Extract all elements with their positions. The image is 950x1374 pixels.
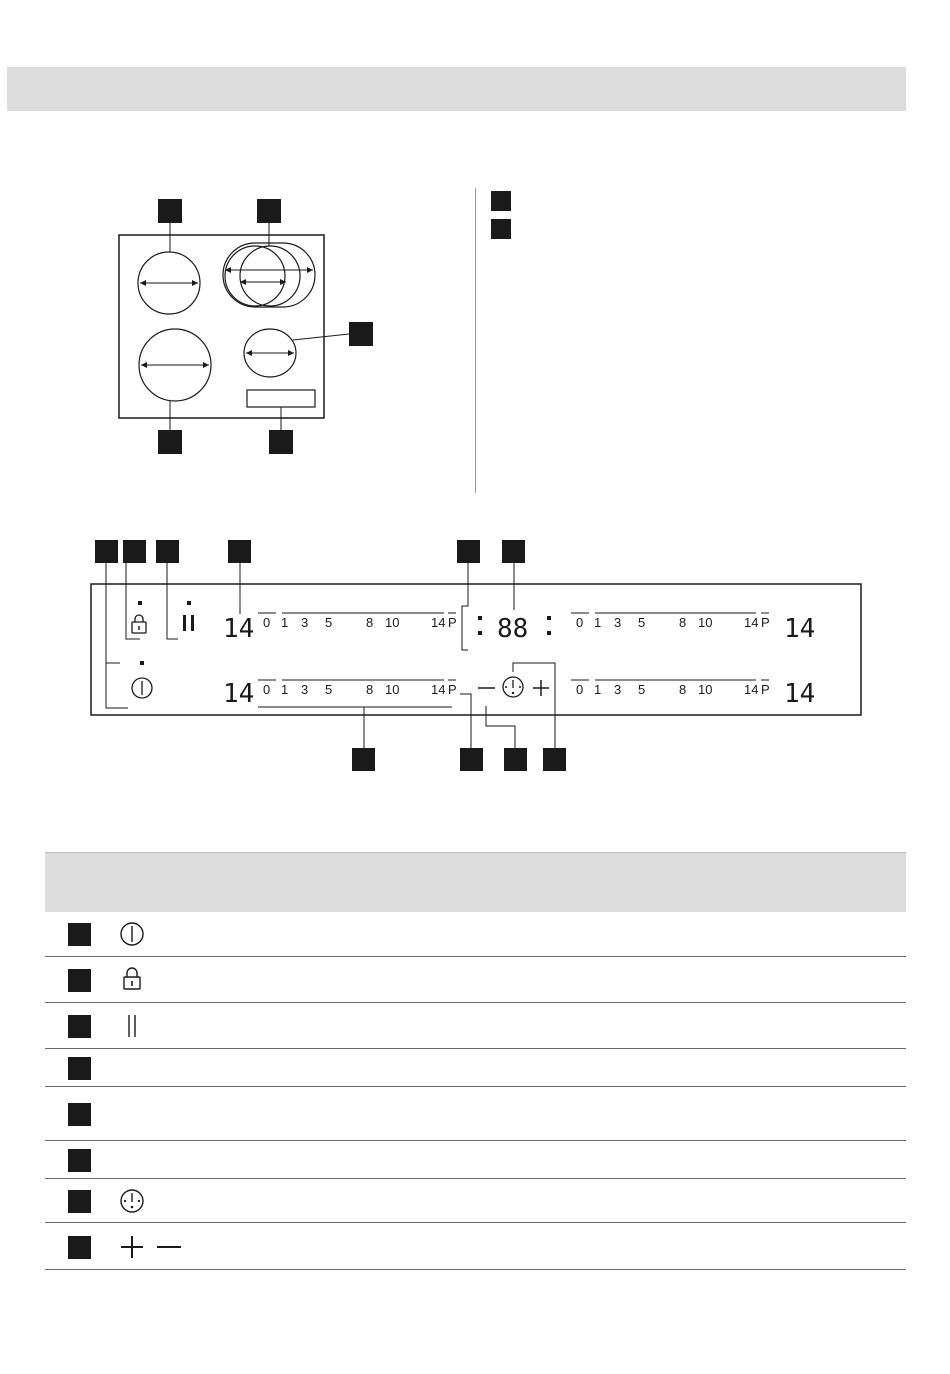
- scale-tick-rear-left-2: 3: [301, 615, 309, 630]
- p-label-rear-left: P: [448, 615, 457, 630]
- power-indicator-dot: [140, 661, 144, 665]
- legend-square-2: [491, 219, 511, 239]
- panel-callout-3: [156, 540, 179, 563]
- row-number-square: [68, 1015, 91, 1038]
- timer-display: [478, 614, 551, 644]
- scale-tick-rear-right-5: 10: [698, 615, 713, 630]
- panel-callout-5: [457, 540, 480, 563]
- legend-square-1: [491, 191, 511, 211]
- pause-indicator-dot: [187, 601, 191, 605]
- callout-2: [257, 199, 281, 223]
- scale-tick-front-right-6: 14: [744, 682, 759, 697]
- lock-icon: [132, 615, 146, 633]
- row-number-square: [68, 1103, 91, 1126]
- panel-callout-2: [123, 540, 146, 563]
- scale-tick-rear-left-0: 0: [263, 615, 271, 630]
- scale-tick-rear-left-3: 5: [325, 615, 333, 630]
- table-row: [45, 957, 906, 1003]
- panel-callout-9: [504, 748, 527, 771]
- control-panel-outline: [247, 390, 315, 407]
- panel-callout-4: [228, 540, 251, 563]
- scale-tick-rear-right-2: 3: [614, 615, 622, 630]
- row-number-square: [68, 1236, 91, 1259]
- cooking-zone-right-rear: [225, 246, 285, 306]
- callout-1: [158, 199, 182, 223]
- section-header-bar: [7, 67, 906, 111]
- table-row: [45, 1141, 906, 1179]
- callout-5: [269, 430, 293, 454]
- table-row: [45, 1223, 906, 1270]
- power-slider-front-left: [223, 679, 456, 709]
- scale-tick-front-right-5: 10: [698, 682, 713, 697]
- table-row: [45, 1087, 906, 1141]
- power-slider-front-right: [571, 679, 815, 709]
- scale-tick-front-left-6: 14: [431, 682, 446, 697]
- scale-tick-front-left-3: 5: [325, 682, 333, 697]
- zone-display-front-right: 14: [784, 679, 816, 709]
- scale-tick-front-left-4: 8: [366, 682, 374, 697]
- pause-icon: [117, 1011, 147, 1046]
- power-slider-rear-right: [571, 613, 815, 644]
- callout-3: [349, 322, 373, 346]
- panel-callout-1: [95, 540, 118, 563]
- panel-callout-7: [352, 748, 375, 771]
- row-number-square: [68, 923, 91, 946]
- scale-tick-rear-right-6: 14: [744, 615, 759, 630]
- scale-tick-front-left-0: 0: [263, 682, 271, 697]
- scale-tick-rear-left-1: 1: [281, 615, 289, 630]
- timer-icon: [117, 1186, 147, 1221]
- table-row: [45, 1049, 906, 1087]
- panel-callout-8: [460, 748, 483, 771]
- scale-tick-rear-left-4: 8: [366, 615, 374, 630]
- panel-callout-10: [543, 748, 566, 771]
- scale-tick-front-right-2: 3: [614, 682, 622, 697]
- scale-tick-rear-left-6: 14: [431, 615, 446, 630]
- lock-indicator-dot: [138, 601, 142, 605]
- timer-icon: [503, 677, 523, 697]
- panel-callout-6: [502, 540, 525, 563]
- p-label-front-left: P: [448, 682, 457, 697]
- scale-tick-front-right-4: 8: [679, 682, 687, 697]
- table-row: [45, 1179, 906, 1223]
- p-label-rear-right: P: [761, 615, 770, 630]
- scale-tick-rear-left-5: 10: [385, 615, 400, 630]
- column-divider: [475, 188, 476, 493]
- zone-display-front-left: 14: [223, 679, 255, 709]
- plus-minus-icon: [117, 1232, 187, 1267]
- scale-tick-rear-right-4: 8: [679, 615, 687, 630]
- row-number-square: [68, 1149, 91, 1172]
- power-icon: [132, 678, 152, 698]
- zone-display-rear-left: 14: [223, 614, 255, 644]
- row-number-square: [68, 1057, 91, 1080]
- timer-digits: 88: [497, 614, 529, 644]
- row-number-square: [68, 969, 91, 992]
- scale-tick-front-right-1: 1: [594, 682, 602, 697]
- callout-4: [158, 430, 182, 454]
- control-panel-diagram: [80, 530, 880, 775]
- lock-icon: [117, 965, 147, 1000]
- table-row: [45, 1003, 906, 1049]
- power-icon: [117, 919, 147, 954]
- scale-tick-front-left-1: 1: [281, 682, 289, 697]
- table-row: [45, 911, 906, 957]
- timer-plus-icon: [533, 680, 549, 696]
- pause-icon: [183, 615, 194, 631]
- power-slider-rear-left: [223, 613, 456, 644]
- scale-tick-front-left-5: 10: [385, 682, 400, 697]
- cooking-surface-diagram: [100, 190, 390, 460]
- table-header: [45, 852, 906, 912]
- row-number-square: [68, 1190, 91, 1213]
- scale-tick-rear-right-3: 5: [638, 615, 646, 630]
- scale-tick-front-right-0: 0: [576, 682, 584, 697]
- scale-tick-front-left-2: 3: [301, 682, 309, 697]
- zone-display-rear-right: 14: [784, 614, 816, 644]
- scale-tick-front-right-3: 5: [638, 682, 646, 697]
- scale-tick-rear-right-0: 0: [576, 615, 584, 630]
- p-label-front-right: P: [761, 682, 770, 697]
- scale-tick-rear-right-1: 1: [594, 615, 602, 630]
